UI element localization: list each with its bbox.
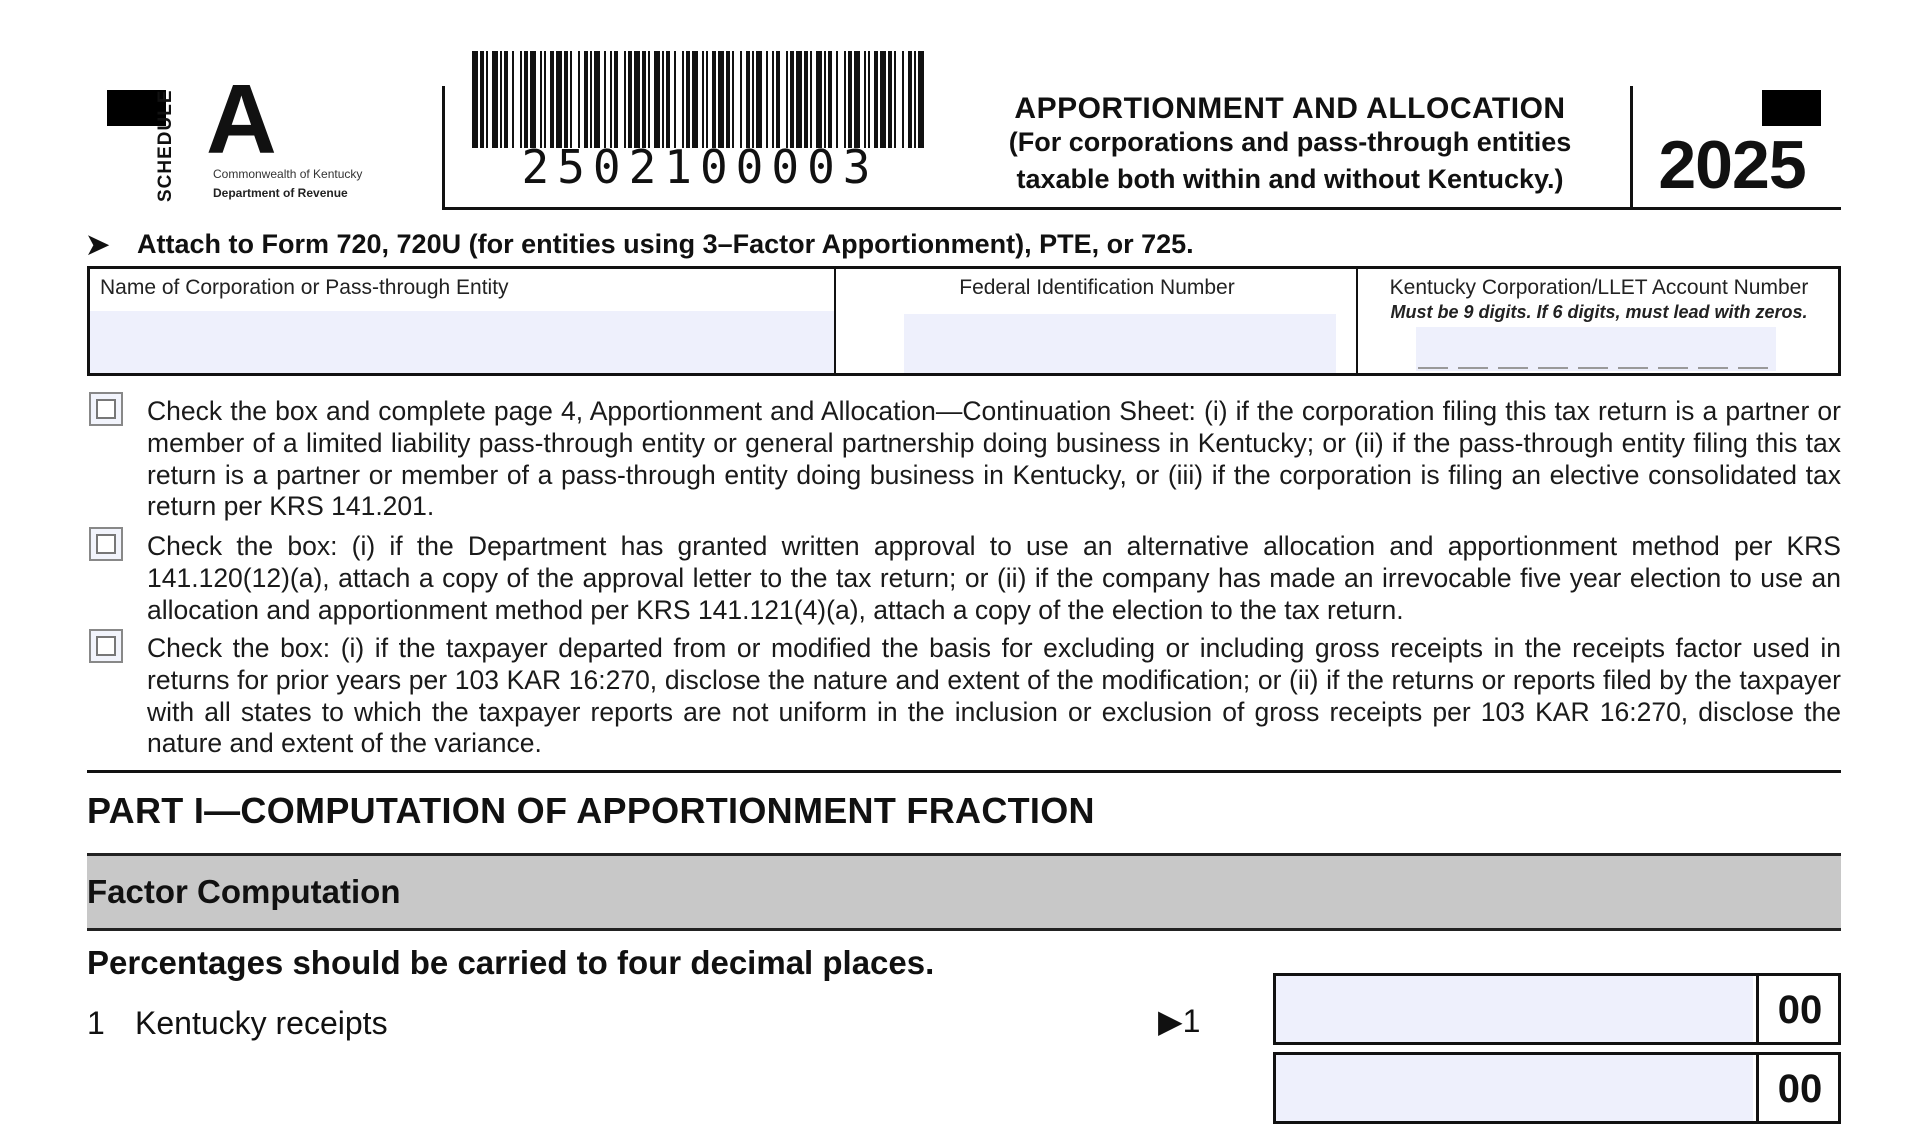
barcode-bar bbox=[816, 51, 822, 148]
barcode-bar bbox=[804, 51, 808, 148]
receipts-modification-text: Check the box: (i) if the taxpayer departed from or modified the basis for excluding or including gross receipts in the receipts factor used in returns for prior years per 103 KAR 16:270, disclose the nature and extent of the modification; or (ii) if the returns or reports filed by the taxpayer with all states to which the taxpayer reports are not uniform in the inclusion or exclusion of gross receipts per 103 KAR 16:270, disclose the nature and extent of the variance. bbox=[147, 633, 1841, 759]
header-divider-right bbox=[1630, 86, 1633, 208]
barcode bbox=[472, 51, 928, 148]
barcode-bar bbox=[828, 51, 832, 148]
barcode-bar bbox=[520, 51, 522, 148]
barcode-bar bbox=[648, 51, 650, 148]
barcode-bar bbox=[628, 51, 632, 148]
decimal-places-note: Percentages should be carried to four decimal places. bbox=[87, 944, 935, 981]
schedule-letter: A bbox=[206, 64, 275, 174]
barcode-bar bbox=[864, 51, 866, 148]
barcode-bar bbox=[874, 51, 878, 148]
fein-field[interactable] bbox=[904, 314, 1336, 373]
barcode-bar bbox=[756, 51, 762, 148]
header-divider-left bbox=[442, 86, 445, 208]
barcode-bar bbox=[634, 51, 640, 148]
barcode-bar bbox=[914, 51, 916, 148]
barcode-bar bbox=[732, 51, 734, 148]
barcode-bar bbox=[550, 51, 554, 148]
continuation-sheet-checkbox[interactable] bbox=[89, 392, 123, 426]
account-cell bbox=[1356, 269, 1840, 373]
barcode-bar bbox=[752, 51, 754, 148]
alternative-method-checkbox[interactable] bbox=[89, 527, 123, 561]
name-field[interactable] bbox=[90, 311, 834, 373]
barcode-bar bbox=[662, 51, 664, 148]
cents-label: 00 bbox=[1756, 976, 1841, 1042]
attach-arrow-icon: ➤ bbox=[86, 229, 110, 260]
name-label: Name of Corporation or Pass-through Entity bbox=[100, 276, 509, 299]
registration-mark-right bbox=[1762, 90, 1821, 126]
barcode-bar bbox=[854, 51, 860, 148]
identification-table bbox=[87, 266, 1841, 376]
barcode-bar bbox=[888, 51, 892, 148]
barcode-bar bbox=[796, 51, 802, 148]
barcode-bar bbox=[666, 51, 670, 148]
barcode-bar bbox=[570, 51, 572, 148]
kentucky-receipts-amount bbox=[1273, 973, 1841, 1045]
barcode-bar bbox=[880, 51, 886, 148]
account-digit-dash bbox=[1698, 367, 1728, 369]
next-line-input[interactable] bbox=[1276, 1055, 1753, 1121]
barcode-bar bbox=[918, 51, 924, 148]
barcode-bar bbox=[766, 51, 768, 148]
account-label: Kentucky Corporation/LLET Account Number bbox=[1389, 276, 1809, 299]
barcode-bar bbox=[692, 51, 698, 148]
barcode-bar bbox=[836, 51, 838, 148]
barcode-bar bbox=[702, 51, 704, 148]
barcode-bar bbox=[544, 51, 546, 148]
barcode-number: 2502100003 bbox=[521, 140, 879, 194]
barcode-bar bbox=[706, 51, 708, 148]
line-reference: ▶1 bbox=[1158, 1003, 1201, 1039]
form-subtitle bbox=[980, 124, 1600, 198]
barcode-bar bbox=[486, 51, 488, 148]
form-title: APPORTIONMENT AND ALLOCATION bbox=[1014, 92, 1566, 125]
barcode-bar bbox=[902, 51, 904, 148]
account-digit-dash bbox=[1578, 367, 1608, 369]
barcode-bar bbox=[772, 51, 774, 148]
agency-commonwealth: Commonwealth of Kentucky bbox=[213, 167, 363, 181]
barcode-bar bbox=[492, 51, 498, 148]
account-digit-dash bbox=[1418, 367, 1448, 369]
barcode-bar bbox=[654, 51, 660, 148]
section-rule bbox=[87, 770, 1841, 773]
account-field[interactable] bbox=[1416, 327, 1776, 371]
barcode-bar bbox=[530, 51, 536, 148]
kentucky-receipts-input[interactable] bbox=[1276, 976, 1753, 1042]
barcode-bar bbox=[642, 51, 646, 148]
agency-department: Department of Revenue bbox=[213, 186, 348, 200]
barcode-bar bbox=[578, 51, 580, 148]
barcode-bar bbox=[584, 51, 588, 148]
barcode-bar bbox=[512, 51, 514, 148]
barcode-bar bbox=[614, 51, 618, 148]
barcode-bar bbox=[786, 51, 788, 148]
account-note: Must be 9 digits. If 6 digits, must lead with zeros. bbox=[1390, 302, 1808, 322]
barcode-bar bbox=[718, 51, 724, 148]
fein-label: Federal Identification Number bbox=[959, 276, 1235, 299]
part-title: PART I—COMPUTATION OF APPORTIONMENT FRACTION bbox=[87, 790, 1095, 831]
barcode-bar bbox=[686, 51, 690, 148]
barcode-bar bbox=[824, 51, 826, 148]
barcode-bar bbox=[604, 51, 606, 148]
barcode-bar bbox=[908, 51, 912, 148]
barcode-bar bbox=[712, 51, 716, 148]
barcode-bar bbox=[624, 51, 626, 148]
line-label-kentucky-receipts: Kentucky receipts bbox=[135, 1005, 388, 1041]
barcode-bar bbox=[590, 51, 592, 148]
barcode-bar bbox=[674, 51, 676, 148]
account-digit-dash bbox=[1738, 367, 1768, 369]
barcode-bar bbox=[790, 51, 794, 148]
account-digit-dash bbox=[1618, 367, 1648, 369]
attach-instruction: Attach to Form 720, 720U (for entities using 3–Factor Apportionment), PTE, or 725. bbox=[137, 229, 1194, 259]
barcode-bar bbox=[810, 51, 812, 148]
barcode-bar bbox=[682, 51, 684, 148]
tax-year: 2025 bbox=[1658, 127, 1806, 203]
barcode-bar bbox=[472, 51, 478, 148]
name-cell bbox=[90, 269, 834, 373]
account-digit-dash bbox=[1498, 367, 1528, 369]
barcode-bar bbox=[556, 51, 562, 148]
line-number: 1 bbox=[87, 1005, 105, 1041]
barcode-bar bbox=[504, 51, 508, 148]
barcode-bar bbox=[500, 51, 502, 148]
barcode-bar bbox=[540, 51, 542, 148]
barcode-bar bbox=[726, 51, 730, 148]
account-digit-dash bbox=[1458, 367, 1488, 369]
barcode-bar bbox=[848, 51, 852, 148]
barcode-bar bbox=[610, 51, 612, 148]
continuation-sheet-text: Check the box and complete page 4, Apportionment and Allocation—Continuation Sheet: (i) if the corporation filing this tax return is a partner or member of a limited liability pass-through entity or general partnership doing business in Kentucky; or (ii) if the pass-through entity filing this tax return is a partner or member of a pass-through entity doing business in Kentucky, or (iii) if the corporation is filing an elective consolidated tax return per KRS 141.201. bbox=[147, 396, 1841, 522]
barcode-bar bbox=[776, 51, 780, 148]
barcode-bar bbox=[594, 51, 600, 148]
account-digit-dash bbox=[1658, 367, 1688, 369]
subtitle-line-2: taxable both within and without Kentucky.) bbox=[1016, 164, 1564, 194]
subtitle-line-1: (For corporations and pass-through entities bbox=[1008, 127, 1572, 157]
barcode-bar bbox=[844, 51, 846, 148]
header-bottom-rule bbox=[442, 207, 1841, 210]
schedule-label: SCHEDULE bbox=[155, 89, 176, 202]
barcode-bar bbox=[746, 51, 750, 148]
fein-cell bbox=[834, 269, 1358, 373]
factor-computation-label: Factor Computation bbox=[87, 873, 401, 910]
barcode-bar bbox=[524, 51, 528, 148]
barcode-bar bbox=[564, 51, 568, 148]
barcode-bar bbox=[480, 51, 484, 148]
barcode-bar bbox=[740, 51, 742, 148]
barcode-bar bbox=[894, 51, 896, 148]
next-cents-label: 00 bbox=[1756, 1055, 1841, 1121]
next-line-amount bbox=[1273, 1052, 1841, 1124]
barcode-bar bbox=[868, 51, 870, 148]
receipts-modification-checkbox[interactable] bbox=[89, 629, 123, 663]
alternative-method-text: Check the box: (i) if the Department has granted written approval to use an alternative allocation and apportionment method per KRS 141.120(12)(a), attach a copy of the approval letter to the tax return; or (ii) if the company has made an irrevocable five year election to use an allocation and apportionment method per KRS 141.121(4)(a), attach a copy of the election to the tax return. bbox=[147, 531, 1841, 625]
account-digit-dash bbox=[1538, 367, 1568, 369]
